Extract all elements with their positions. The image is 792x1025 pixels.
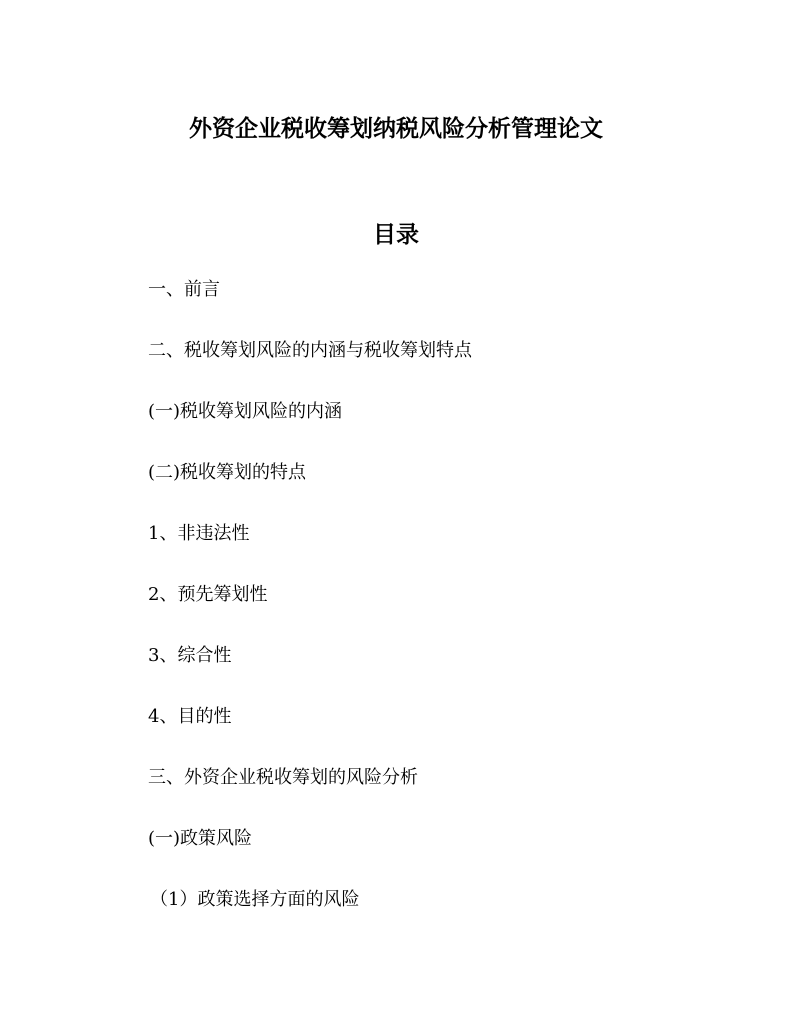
toc-item-feature-2: 2、预先筹划性 — [148, 584, 268, 605]
toc-item-section-2: 二、税收筹划风险的内涵与税收筹划特点 — [148, 340, 472, 361]
document-title: 外资企业税收筹划纳税风险分析管理论文 — [189, 115, 603, 142]
toc-item-section-3: 三、外资企业税收筹划的风险分析 — [148, 767, 418, 788]
toc-item-section-2-2: (二)税收筹划的特点 — [148, 462, 307, 483]
toc-item-feature-1: 1、非违法性 — [148, 523, 250, 544]
toc-item-feature-3: 3、综合性 — [148, 645, 232, 666]
toc-item-section-2-1: (一)税收筹划风险的内涵 — [148, 401, 343, 422]
toc-heading: 目录 — [373, 221, 419, 248]
toc-item-section-3-1: (一)政策风险 — [148, 828, 253, 849]
toc-item-feature-4: 4、目的性 — [148, 706, 232, 727]
toc-item-section-3-1-1: （1）政策选择方面的风险 — [150, 889, 360, 910]
toc-item-preface: 一、前言 — [148, 279, 220, 300]
